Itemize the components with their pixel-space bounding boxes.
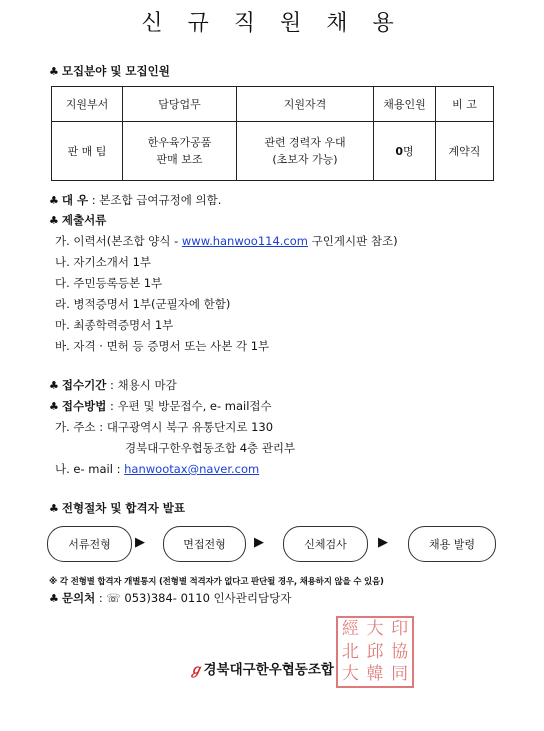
document-item: 가. 이력서(본조합 양식 - www.hanwoo114.com 구인게시판 참조) [55, 234, 398, 248]
recruit-heading: ♣ 모집분야 및 모집인원 [49, 64, 170, 78]
table-header: 채용인원 [374, 87, 436, 122]
email-link[interactable]: hanwootax@naver.com [124, 462, 260, 476]
document-item: 바. 자격 · 면허 등 증명서 또는 사본 각 1부 [55, 339, 270, 353]
recruit-table [51, 86, 494, 181]
contact-line: ♣ 문의처 : ☏ 053)384- 0110 인사관리담당자 [49, 591, 292, 605]
address-line: 가. 주소 : 대구광역시 북구 유통단지로 130 [55, 420, 274, 434]
process-heading: ♣ 전형절차 및 합격자 발표 [49, 501, 185, 515]
process-step: 면접전형 [163, 526, 246, 562]
club-icon: ♣ [49, 194, 59, 207]
club-icon: ♣ [49, 214, 59, 227]
notice-text: ※ 각 전형별 합격자 개별통지 (전형별 적격자가 없다고 판단될 경우, 채용하지 않을 수 있음) [49, 577, 384, 587]
documents-heading: ♣ 제출서류 [49, 213, 107, 227]
process-step: 채용 발령 [408, 526, 496, 562]
salary-line: ♣ 대 우 : 본조합 급여규정에 의함. [49, 193, 222, 207]
club-icon: ♣ [49, 400, 59, 413]
address-line: 경북대구한우협동조합 4층 관리부 [125, 441, 296, 455]
logo-icon: ℊ [189, 662, 203, 678]
email-line: 나. e- mail : hanwootax@naver.com [55, 462, 260, 476]
process-step: 신체검사 [283, 526, 368, 562]
website-link[interactable]: www.hanwoo114.com [181, 234, 308, 248]
qualification-cell: 관련 경력자 우대 (초보자 가능) [237, 122, 374, 181]
dept-cell: 판 매 팀 [52, 122, 123, 181]
seal-stamp: 經 大 印 北 邱 協 大 韓 同 [336, 616, 414, 688]
table-header-row [52, 87, 494, 122]
count-cell: 0명 [374, 122, 436, 181]
club-icon: ♣ [49, 502, 59, 515]
process-step: 서류전형 [47, 526, 132, 562]
club-icon: ♣ [49, 65, 59, 78]
organization-logo: ℊ경북대구한우협동조합 [189, 662, 334, 678]
document-item: 마. 최종학력증명서 1부 [55, 318, 174, 332]
club-icon: ♣ [49, 379, 59, 392]
table-header: 담당업무 [123, 87, 237, 122]
page-title: 신 규 직 원 채 용 [141, 11, 403, 36]
table-header: 비 고 [436, 87, 494, 122]
table-row [52, 122, 494, 181]
arrow-right-icon: ▶ [254, 535, 264, 550]
arrow-right-icon: ▶ [378, 535, 388, 550]
document-item: 다. 주민등록등본 1부 [55, 276, 163, 290]
table-header: 지원자격 [237, 87, 374, 122]
document-item: 라. 병적증명서 1부(군필자에 한함) [55, 297, 231, 311]
document-item: 나. 자기소개서 1부 [55, 255, 152, 269]
note-cell: 계약직 [436, 122, 494, 181]
period-line: ♣ 접수기간 : 채용시 마감 [49, 378, 177, 392]
club-icon: ♣ [49, 592, 59, 605]
duty-cell: 한우육가공품 판매 보조 [123, 122, 237, 181]
method-line: ♣ 접수방법 : 우편 및 방문접수, e- mail접수 [49, 399, 272, 413]
arrow-right-icon: ▶ [135, 535, 145, 550]
table-header: 지원부서 [52, 87, 123, 122]
